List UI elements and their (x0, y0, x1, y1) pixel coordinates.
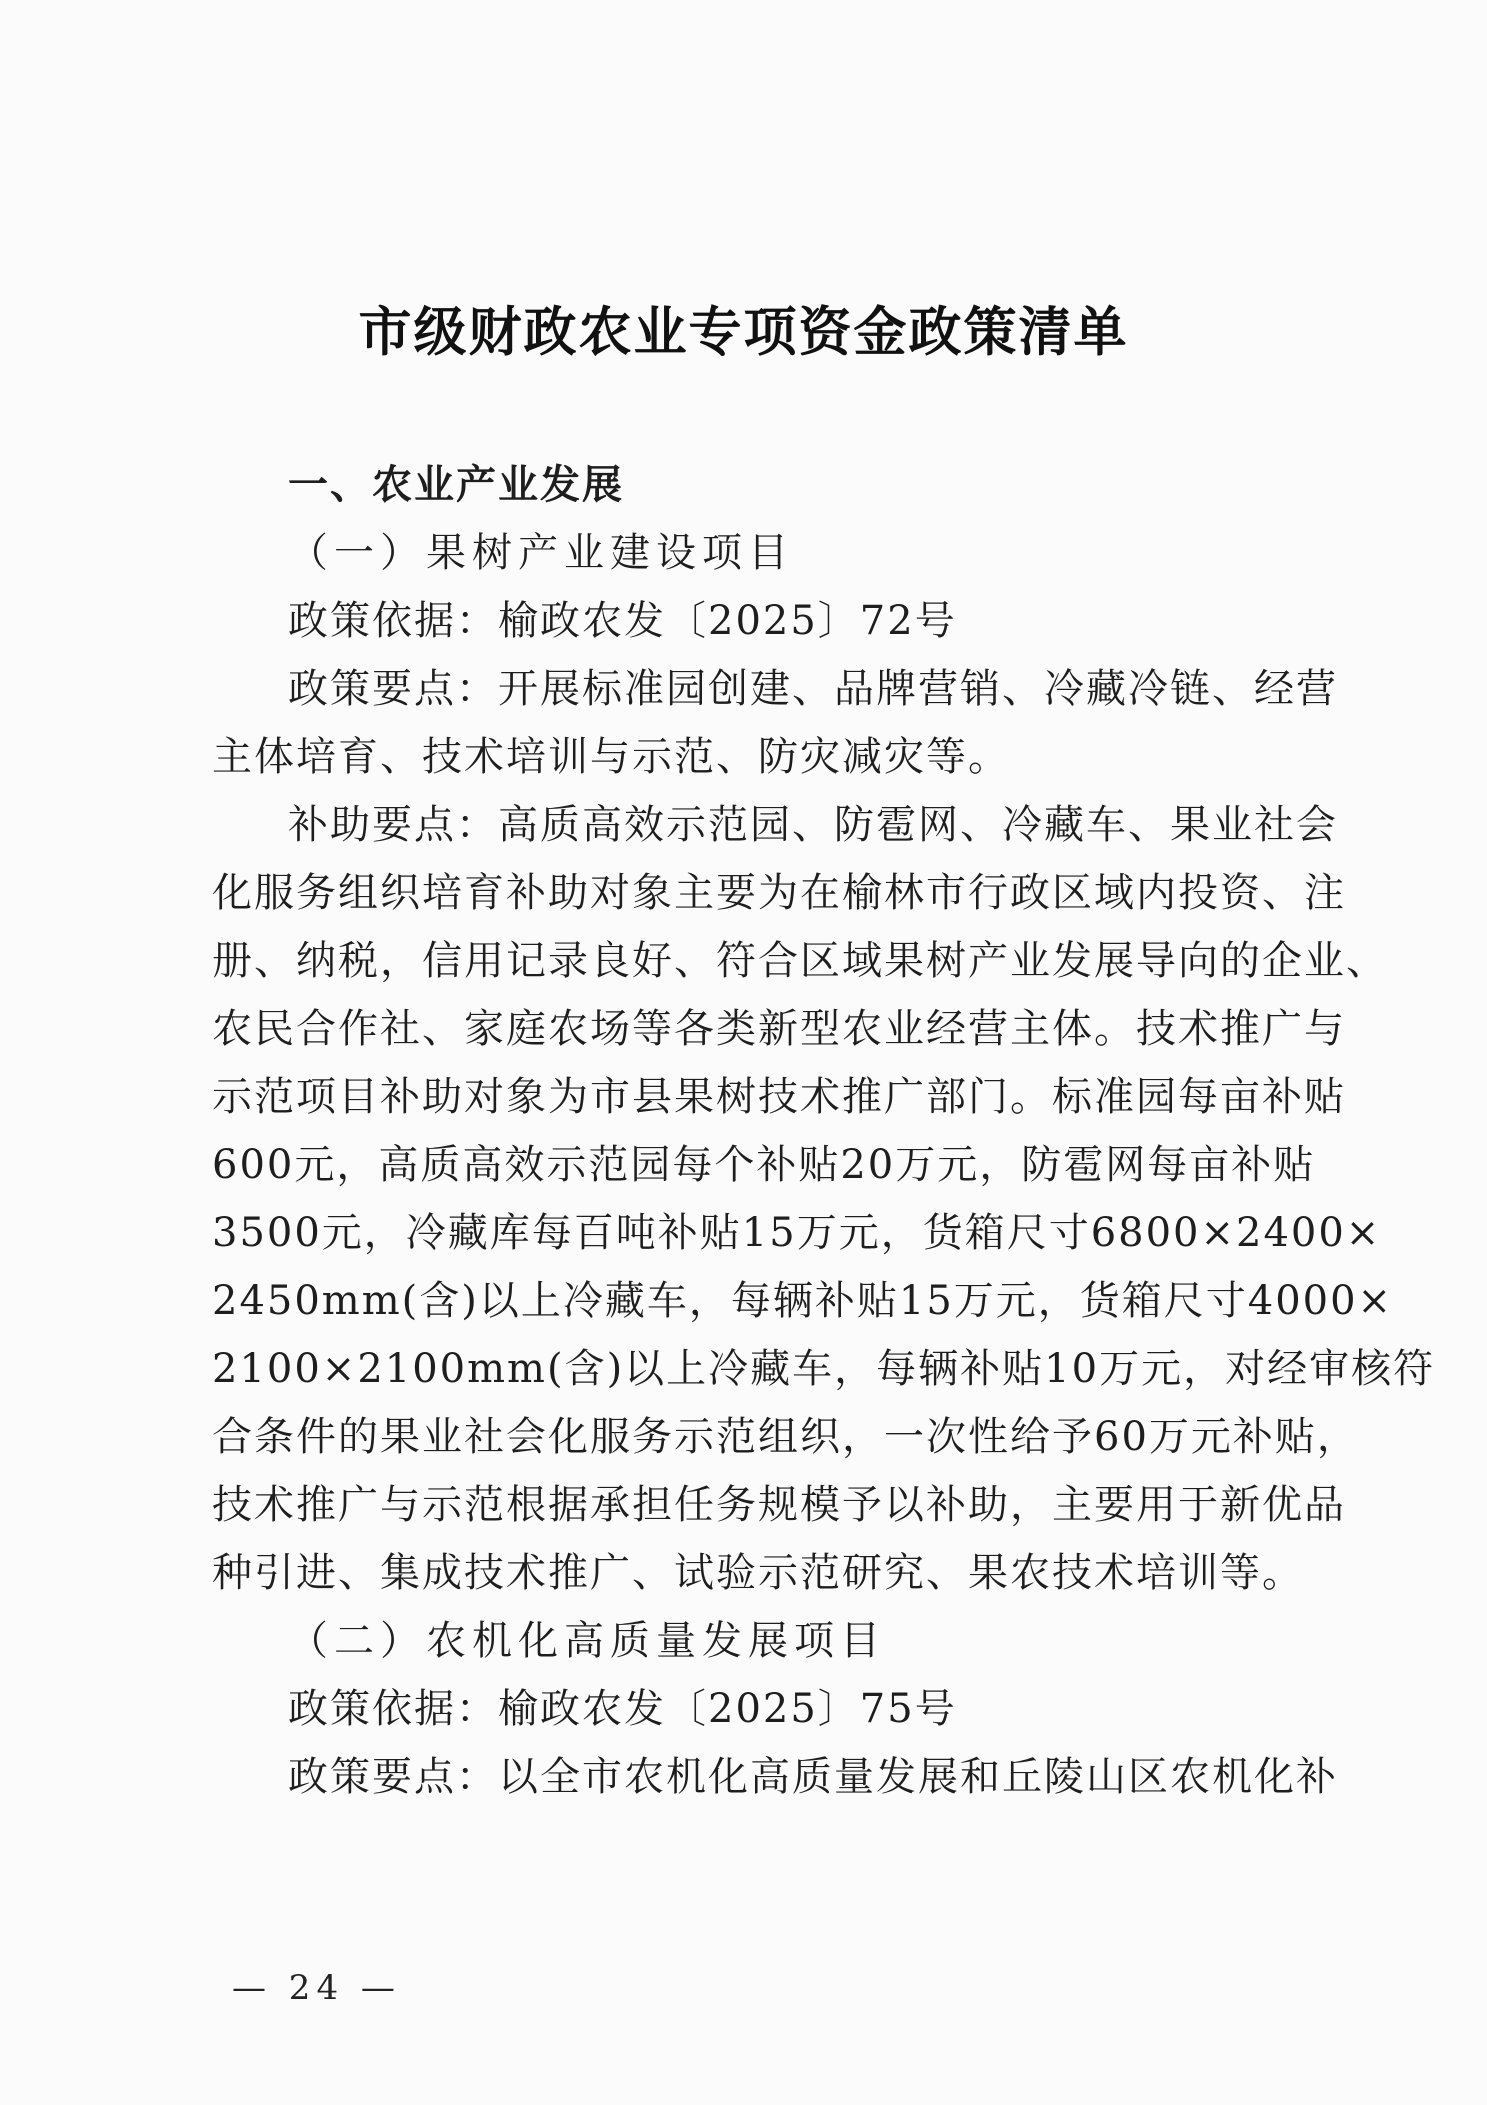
policy-basis: 政策依据：榆政农发〔2025〕75号 (288, 1686, 957, 1732)
subsidy-points-line: 补助要点：高质高效示范园、防雹网、冷藏车、果业社会 (288, 802, 1338, 848)
page-number: — 24 — (232, 1968, 401, 2008)
section-heading: 一、农业产业发展 (288, 462, 624, 508)
subsidy-points-line: 技术推广与示范根据承担任务规模予以补助，主要用于新优品 (212, 1482, 1346, 1528)
subsidy-points-line: 农民合作社、家庭农场等各类新型农业经营主体。技术推广与 (212, 1006, 1346, 1052)
subsidy-points-line: 化服务组织培育补助对象主要为在榆林市行政区域内投资、注 (212, 870, 1346, 916)
policy-points-line: 主体培育、技术培训与示范、防灾减灾等。 (212, 734, 1010, 780)
subsidy-points-line: 3500元，冷藏库每百吨补贴15万元，货箱尺寸6800×2400× (212, 1210, 1382, 1256)
policy-basis: 政策依据：榆政农发〔2025〕72号 (288, 598, 957, 644)
subsidy-points-line: 2450mm(含)以上冷藏车，每辆补贴15万元，货箱尺寸4000× (212, 1278, 1394, 1324)
document-title: 市级财政农业专项资金政策清单 (358, 301, 1129, 363)
subsidy-points-line: 合条件的果业社会化服务示范组织，一次性给予60万元补贴， (212, 1414, 1359, 1460)
subsection-heading: （二）农机化高质量发展项目 (288, 1618, 886, 1664)
subsidy-points-line: 种引进、集成技术推广、试验示范研究、果农技术培训等。 (212, 1550, 1304, 1596)
policy-points-line: 政策要点：以全市农机化高质量发展和丘陵山区农机化补 (288, 1754, 1338, 1800)
subsidy-points-line: 示范项目补助对象为市县果树技术推广部门。标准园每亩补贴 (212, 1074, 1346, 1120)
subsidy-points-line: 2100×2100mm(含)以上冷藏车，每辆补贴10万元，对经审核符 (212, 1346, 1436, 1392)
policy-points-line: 政策要点：开展标准园创建、品牌营销、冷藏冷链、经营 (288, 666, 1338, 712)
subsidy-points-line: 册、纳税，信用记录良好、符合区域果树产业发展导向的企业、 (212, 938, 1388, 984)
subsidy-points-line: 600元，高质高效示范园每个补贴20万元，防雹网每亩补贴 (212, 1142, 1316, 1188)
subsection-heading: （一）果树产业建设项目 (288, 530, 794, 576)
